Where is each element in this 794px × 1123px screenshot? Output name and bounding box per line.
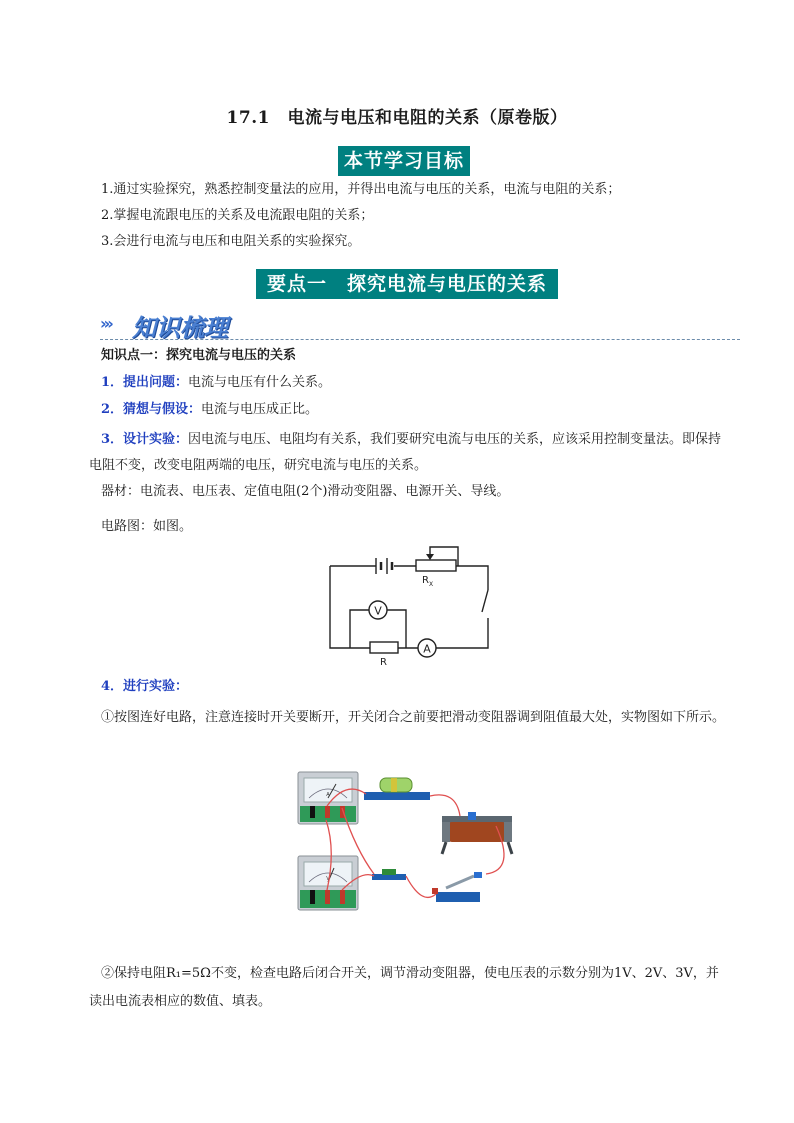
rheostat-slider-arrow — [426, 554, 434, 560]
step-2-text: 电流与电压成正比。 — [201, 402, 319, 417]
voltmeter-label: V — [374, 604, 382, 618]
step-1 — [101, 373, 331, 393]
knowledge-summary-title: 知识梳理 — [132, 314, 228, 342]
step-2 — [101, 400, 318, 420]
apparatus-illustration — [296, 770, 520, 920]
rheostat-subscript: X — [429, 581, 434, 588]
knowledge-point-title: 知识点一：探究电流与电压的关系 — [101, 348, 297, 363]
section-banner-objectives: 本节学习目标 — [338, 146, 470, 176]
ammeter-face-label: A — [326, 792, 330, 798]
step-2-label: 2．猜想与假设： — [101, 402, 202, 417]
objective-1: 1.通过实验探究，熟悉控制变量法的应用，并得出电流与电压的关系，电流与电阻的关系； — [101, 182, 621, 197]
dashed-divider — [100, 339, 740, 340]
knowledge-summary-header — [100, 308, 740, 344]
objective-3: 3.会进行电流与电压和电阻关系的实验探究。 — [101, 234, 361, 249]
step-4-paragraph-1: ①按图连好电路，注意连接时开关要断开，开关闭合之前要把滑动变阻器调到阻值最大处，实物图如下所示。 — [101, 710, 726, 725]
rheostat-device — [442, 812, 512, 854]
step-3 — [89, 427, 729, 479]
equipment-line: 器材：电流表、电压表、定值电阻(2个)滑动变阻器、电源开关、导线。 — [101, 484, 510, 499]
ammeter-label: A — [423, 642, 431, 656]
rheostat-label: R — [422, 575, 429, 586]
step-1-text: 电流与电压有什么关系。 — [188, 375, 332, 390]
step-4 — [101, 677, 188, 697]
triple-arrow-icon: ››› — [100, 314, 111, 333]
step-3-text: 因电流与电压、电阻均有关系，我们要研究电流与电压的关系，应该采用控制变量法。即保持电阻不变，改变电阻两端的电压，研究电流与电压的关系。 — [89, 432, 722, 473]
resistor-label: R — [380, 657, 387, 668]
resistor-device — [372, 869, 406, 880]
switch-device — [432, 872, 482, 902]
section-banner-point-one: 要点一 探究电流与电压的关系 — [256, 269, 558, 299]
circuit-diagram — [326, 544, 496, 668]
objective-2: 2.掌握电流跟电压的关系及电流跟电阻的关系； — [101, 208, 374, 223]
step-3-label: 3．设计实验： — [101, 432, 189, 447]
step-1-label: 1．提出问题： — [101, 375, 189, 390]
document-title: 17.1 电流与电压和电阻的关系（原卷版） — [226, 108, 568, 128]
battery-device — [364, 778, 430, 800]
circuit-caption: 电路图：如图。 — [101, 519, 193, 534]
ammeter-device — [298, 772, 358, 824]
voltmeter-face-label: V — [326, 876, 330, 882]
step-4-paragraph-2: ②保持电阻R₁=5Ω不变，检查电路后闭合开关，调节滑动变阻器，使电压表的示数分别为1V、2V、3V，并读出电流表相应的数值、填表。 — [89, 966, 719, 1009]
step-4-label: 4．进行实验： — [101, 679, 189, 694]
